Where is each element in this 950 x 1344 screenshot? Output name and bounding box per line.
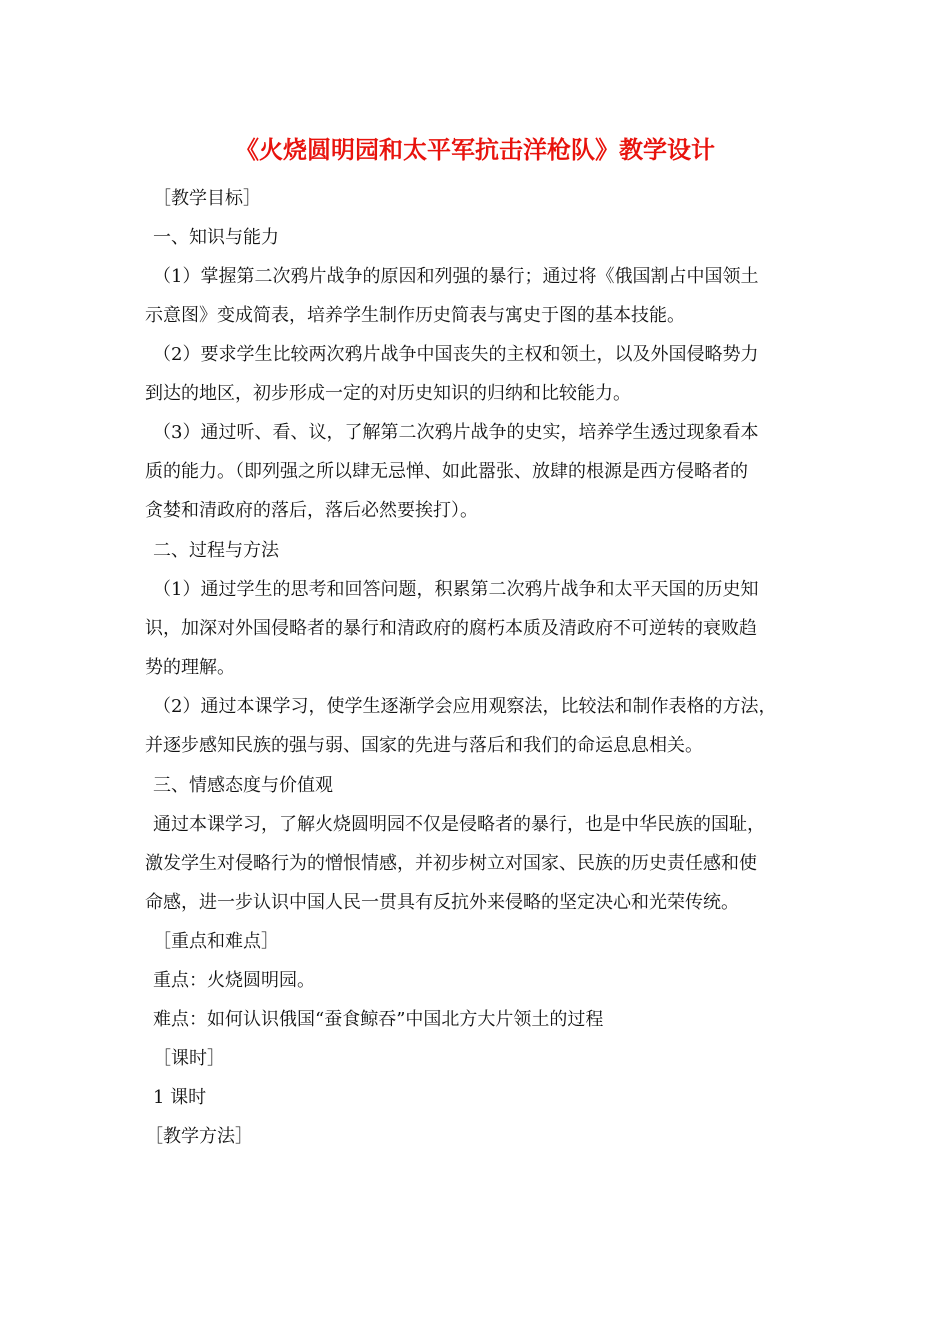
paragraph-line: 通过本课学习，了解火烧圆明园不仅是侵略者的暴行，也是中华民族的国耻， (153, 814, 765, 835)
paragraph-line: 激发学生对侵略行为的憎恨情感，并初步树立对国家、民族的历史责任感和使 (145, 853, 757, 874)
section-heading-teaching-goals: ［教学目标］ (153, 188, 261, 209)
paragraph-line: 命感，进一步认识中国人民一贯具有反抗外来侵略的坚定决心和光荣传统。 (145, 892, 739, 913)
subheading-emotion-values: 三、情感态度与价值观 (153, 775, 333, 796)
paragraph-line: （2）要求学生比较两次鸦片战争中国丧失的主权和领土，以及外国侵略势力 (153, 344, 759, 365)
class-hours-value: 1 课时 (153, 1087, 207, 1108)
paragraph-line: （3）通过听、看、议，了解第二次鸦片战争的史实，培养学生透过现象看本 (153, 422, 759, 443)
section-heading-key-points: ［重点和难点］ (153, 931, 279, 952)
paragraph-line: 到达的地区，初步形成一定的对历史知识的归纳和比较能力。 (145, 383, 631, 404)
paragraph-line: 示意图》变成简表，培养学生制作历史简表与寓史于图的基本技能。 (145, 305, 685, 326)
paragraph-line: 势的理解。 (145, 657, 235, 678)
document-title: 《火烧圆明园和太平军抗击洋枪队》教学设计 (235, 136, 715, 164)
paragraph-line: （1）掌握第二次鸦片战争的原因和列强的暴行；通过将《俄国割占中国领土 (153, 266, 759, 287)
section-heading-class-hours: ［课时］ (153, 1048, 225, 1069)
key-point-line: 重点：火烧圆明园。 (153, 970, 315, 991)
paragraph-line: 质的能力。（即列强之所以肆无忌惮、如此嚣张、放肆的根源是西方侵略者的 (145, 461, 748, 482)
subheading-process-method: 二、过程与方法 (153, 540, 279, 561)
difficult-point-line: 难点：如何认识俄国“蚕食鲸吞”中国北方大片领土的过程 (153, 1009, 604, 1030)
paragraph-line: 识，加深对外国侵略者的暴行和清政府的腐朽本质及清政府不可逆转的衰败趋 (145, 618, 757, 639)
paragraph-line: （1）通过学生的思考和回答问题，积累第二次鸦片战争和太平天国的历史知 (153, 579, 759, 600)
paragraph-line: （2）通过本课学习，使学生逐渐学会应用观察法，比较法和制作表格的方法， (153, 696, 777, 717)
paragraph-line: 贪婪和清政府的落后，落后必然要挨打）。 (145, 500, 478, 521)
paragraph-line: 并逐步感知民族的强与弱、国家的先进与落后和我们的命运息息相关。 (145, 735, 703, 756)
section-heading-teaching-methods: ［教学方法］ (145, 1126, 253, 1147)
subheading-knowledge-ability: 一、知识与能力 (153, 227, 279, 248)
